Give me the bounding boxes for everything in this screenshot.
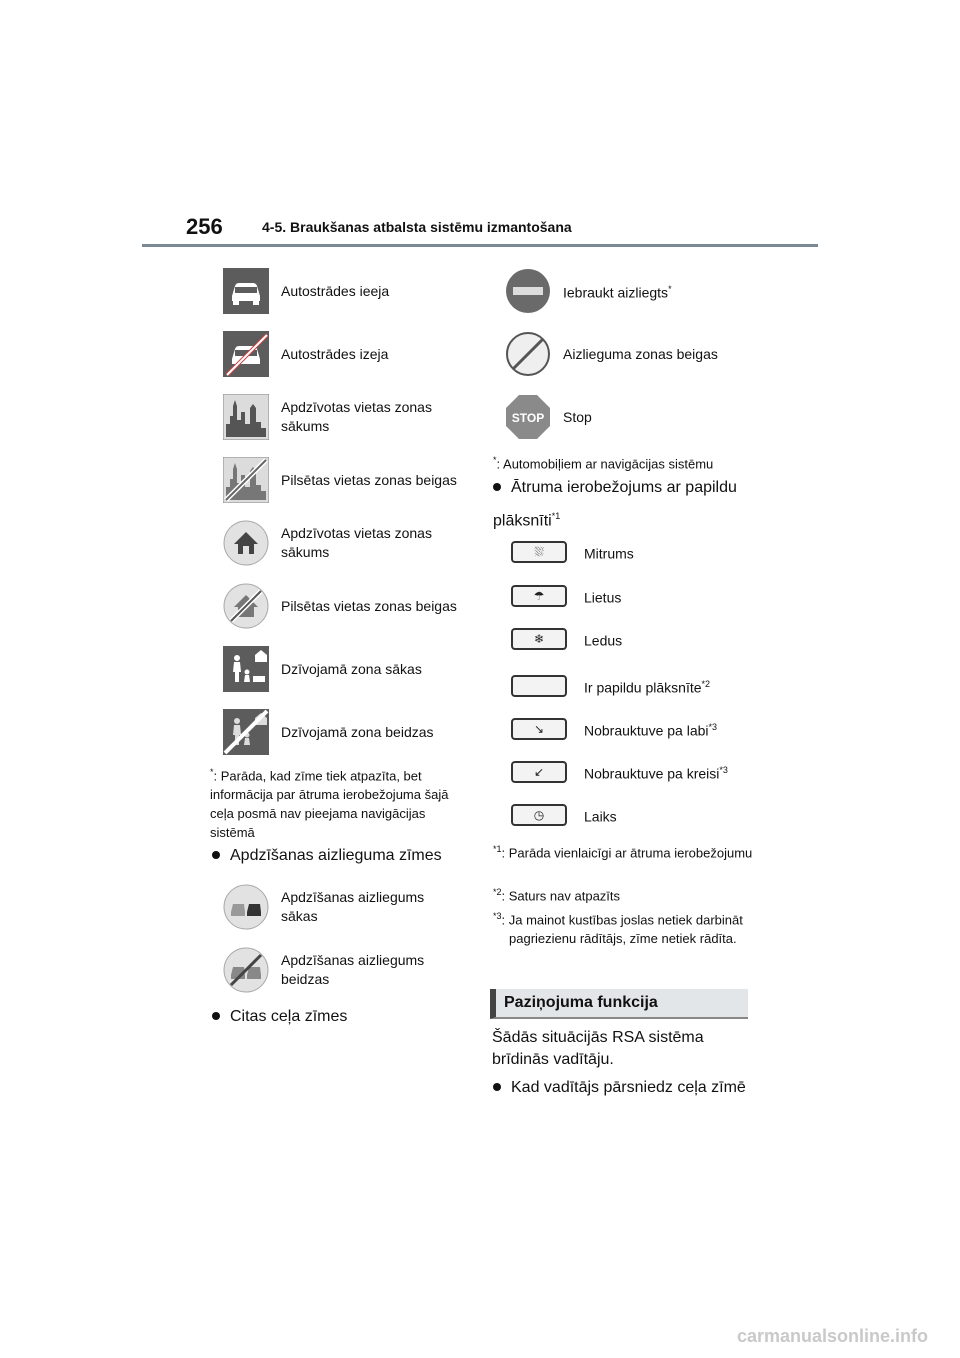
footnote-marker: * [493,455,497,465]
bullet-dot [493,1083,501,1091]
residential-zone-end-icon [223,583,269,629]
footnote-1: $^{*1}$: Parāda vienlaicīgi ar ātruma ierobežojumu [493,844,753,861]
sign-label: Aizlieguma zonas beigas [563,345,718,362]
plate-row-exit-right [511,718,717,741]
sign-row-living-start [223,646,461,692]
built-up-area-end-icon [223,457,269,503]
wet-road-icon: ⛆ [511,541,567,563]
plate-row-ice [511,628,622,651]
footnote-2: $^{*2}$: Saturs nav atpazīts [493,887,621,904]
sign-label: Mitrums [584,545,634,562]
sign-label: Pilsētas vietas zonas beigas [281,471,457,488]
sign-row-living-end [223,709,461,755]
callout-notification-function: Paziņojuma funkcija [490,989,748,1019]
sign-label: Dzīvojamā zona beidzas [281,723,434,740]
header-rule [142,244,818,247]
living-zone-end-icon [223,709,269,755]
footnote-3: $^{*3}$: Ja mainot kustības joslas netiek darbināt pagriezienu rādītājs, zīme netiek rādīta. [493,911,743,947]
exit-right-arrow-icon: ↘ [511,718,567,740]
body-paragraph: Šādās situācijās RSA sistēma brīdinās vadītāju. [492,1029,704,1068]
plate-row-rain [511,585,621,608]
sign-label: Ledus [584,632,623,649]
motorway-entry-icon [223,268,269,314]
living-zone-start-icon [223,646,269,692]
bullet-dot [212,1012,220,1020]
footnote-marker: * [210,767,214,777]
sign-row-end-restriction [505,331,718,377]
bullet-text: Ātruma ierobežojums ar papildu plāksnīti [493,479,737,530]
speeding-bullet [493,1076,763,1100]
left-footnote [210,763,470,842]
plate-row-wet [511,541,634,564]
sign-label: Nobrauktuve pa labi$^{*3}$ [584,722,718,739]
exit-left-arrow-icon: ↙ [511,761,567,783]
heading-sup: *1 [551,511,561,521]
bullet-text: Apdzīšanas aizlieguma zīmes [230,847,442,864]
speed-plates-heading [493,474,755,535]
watermark: carmanualsonline.info [737,1326,929,1346]
bullet-dot [493,483,501,491]
plate-row-time [511,804,617,827]
sign-row-no-entry [505,268,672,314]
sign-label: Pilsētas vietas zonas beigas [281,597,457,614]
sign-label: Autostrādes ieeja [281,282,390,299]
sign-label: Ir papildu plāksnīte$^{*2}$ [584,679,711,696]
footnote-text: : Parāda, kad zīme tiek atpazīta, bet informācija par ātruma ierobežojuma šajā ceļa posmā nav pieejama navigācijas sistēmā [210,768,449,841]
no-overtaking-start-icon [223,884,269,930]
sign-label: Apdzīšanas aizliegums beidzas [281,952,425,987]
right-footnote [493,451,753,473]
plate-row-exit-left [511,761,728,784]
sign-label: Apdzīvotas vietas zonas sākums [281,399,432,434]
plate-row-extra [511,675,710,698]
sign-row-built-up-end [223,457,471,503]
svg-text:STOP: STOP [511,411,545,425]
no-overtaking-end-icon [223,947,269,993]
sign-label: Autostrādes izeja [281,345,389,362]
motorway-exit-icon [223,331,269,377]
end-of-restriction-icon [505,331,551,377]
built-up-area-start-icon [223,394,269,440]
blank-plate-icon [511,675,567,697]
sign-label: Apdzīšanas aizliegums sākas [281,889,425,924]
sign-label: Lietus [584,589,622,606]
snowflake-icon: ❄ [511,628,567,650]
rain-icon: ☂ [511,585,567,607]
no-entry-icon [505,268,551,314]
sign-label: Dzīvojamā zona sākas [281,660,422,677]
footnote-text: : Automobiļiem ar navigācijas sistēmu [496,456,714,472]
sign-label: Stop [563,408,592,425]
sign-row-residential-end [223,583,471,629]
bullet-dot [212,851,220,859]
sign-row-residential-start [223,520,461,566]
bullet-text: Kad vadītājs pārsniedz ceļa zīmē [511,1079,746,1096]
clock-icon: ◷ [511,804,567,826]
page-number: 256 [186,214,223,239]
sign-row-no-overtaking-start [223,884,461,930]
sign-label: Nobrauktuve pa kreisi$^{*3}$ [584,765,728,782]
bullet-text: Citas ceļa zīmes [230,1008,348,1025]
sign-label: Iebraukt aizliegts* [563,283,672,301]
sign-row-stop [505,394,592,440]
residential-zone-start-icon [223,520,269,566]
sign-row-no-overtaking-end [223,947,461,993]
sign-label: Laiks [584,808,617,825]
sign-row-motorway-exit [223,331,461,377]
sign-label: Apdzīvotas vietas zonas sākums [281,525,432,560]
sign-row-motorway-entry [223,268,461,314]
other-signs-heading [212,1005,347,1029]
sign-row-built-up-start [223,394,461,440]
section-title: 4-5. Braukšanas atbalsta sistēmu izmantošana [262,219,572,235]
stop-sign-icon [505,394,551,440]
overtaking-heading [212,844,442,868]
